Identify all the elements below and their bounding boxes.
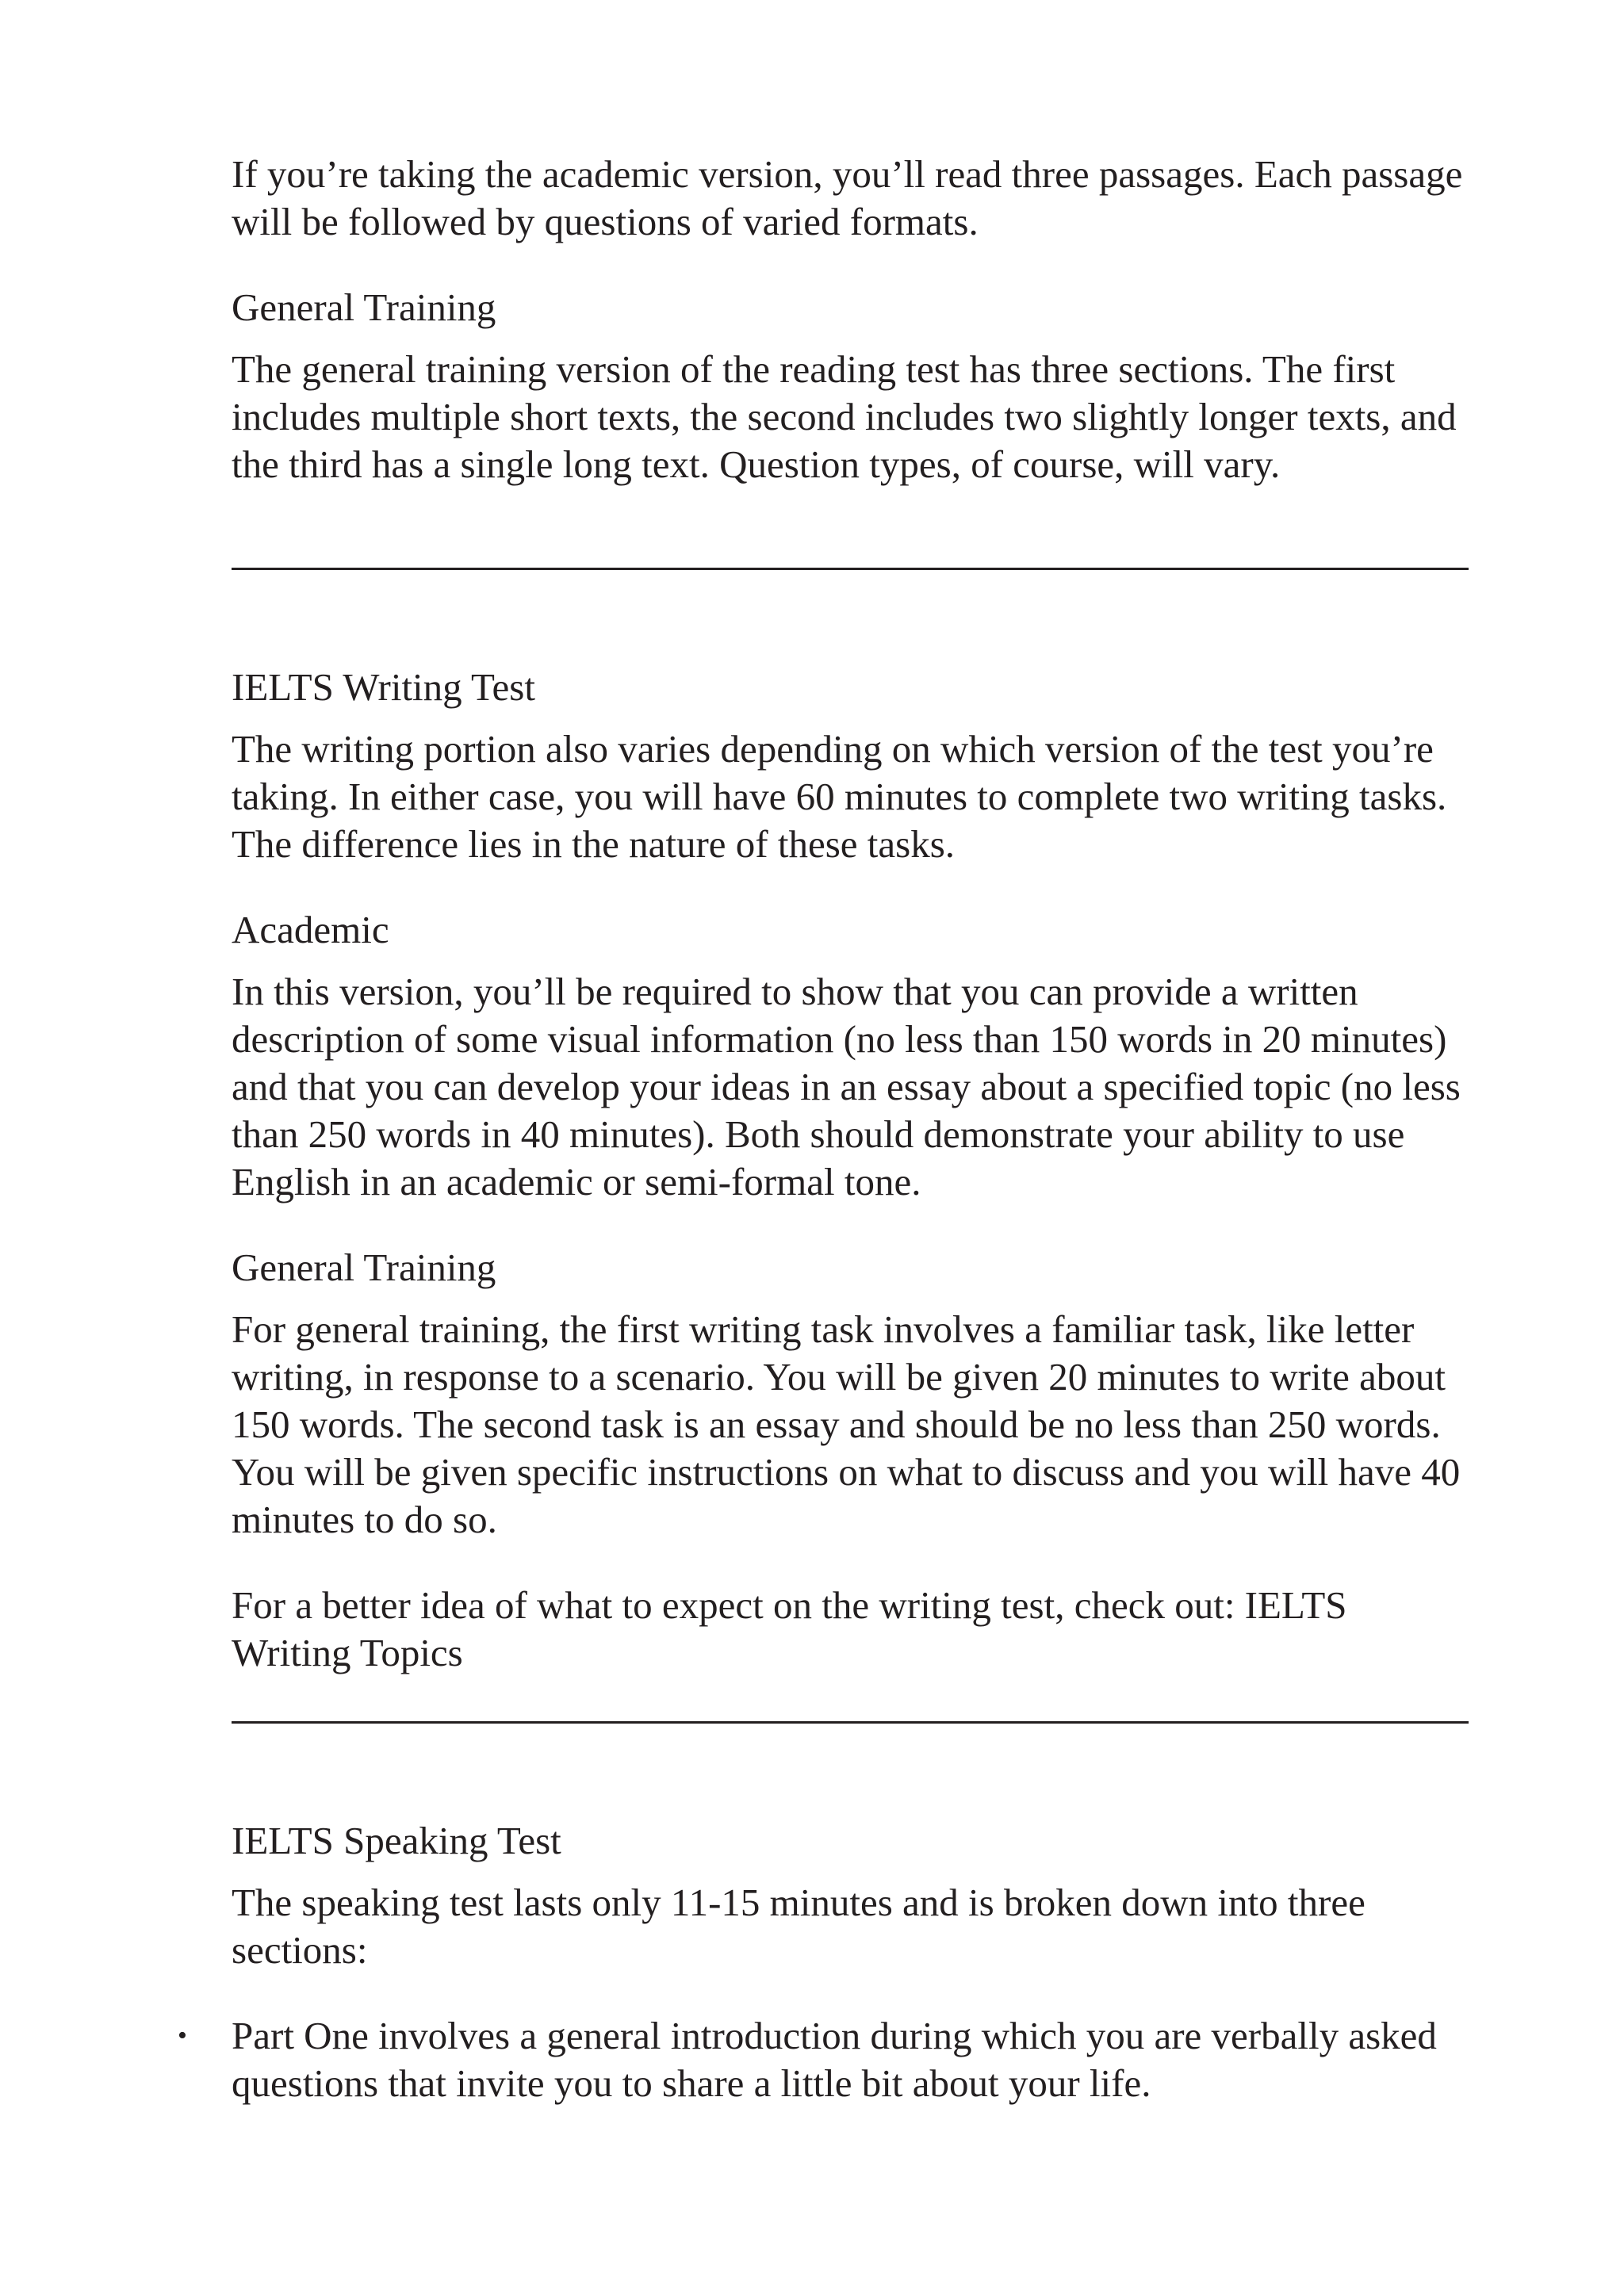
writing-general-text: For general training, the first writing task involves a familiar task, like letter writing, in response to a scenario. You will be given 20 minutes to write about 150 words. The second task is an essay and should be no less than 250 words. You will be given specific instructions on what to discuss and you will have 40 minutes to do so. <box>232 1307 1461 1541</box>
list-item <box>178 2012 1469 2107</box>
speaking-part-one-text: Part One involves a general introduction during which you are verbally asked questions that invite you to share a little bit about your life. <box>232 2014 1437 2105</box>
reading-academic-text: If you’re taking the academic version, you’ll read three passages. Each passage will be followed by questions of varied formats. <box>232 152 1463 243</box>
writing-academic-text: In this version, you’ll be required to show that you can provide a written description of some visual information (no less than 150 words in 20 minutes) and that you can develop your ideas in an essay about a specified topic (no less than 250 words in 40 minutes). Both should demonstrate your ability to use English in an academic or semi-formal tone. <box>232 970 1461 1203</box>
writing-academic-heading: Academic <box>232 908 389 951</box>
speaking-heading: IELTS Speaking Test <box>232 1819 561 1862</box>
document-page <box>178 151 1469 2107</box>
speaking-parts-list <box>178 2012 1469 2107</box>
writing-heading: IELTS Writing Test <box>232 665 535 709</box>
section-divider <box>232 1721 1469 1724</box>
writing-intro: The writing portion also varies depending on which version of the test you’re taking. In either case, you will have 60 minutes to complete two writing tasks. The difference lies in the nature of these tasks. <box>232 727 1447 866</box>
section-divider <box>232 568 1469 570</box>
reading-general-text: The general training version of the reading test has three sections. The first includes multiple short texts, the second includes two slightly longer texts, and the third has a single long text. Question types, of course, will vary. <box>232 347 1457 486</box>
speaking-intro: The speaking test lasts only 11-15 minutes and is broken down into three sections: <box>232 1881 1365 1972</box>
bullet-icon: • <box>178 2021 187 2050</box>
writing-more-info: For a better idea of what to expect on the writing test, check out: IELTS Writing Topics <box>232 1583 1347 1674</box>
reading-general-heading: General Training <box>232 285 496 329</box>
writing-general-heading: General Training <box>232 1246 496 1289</box>
